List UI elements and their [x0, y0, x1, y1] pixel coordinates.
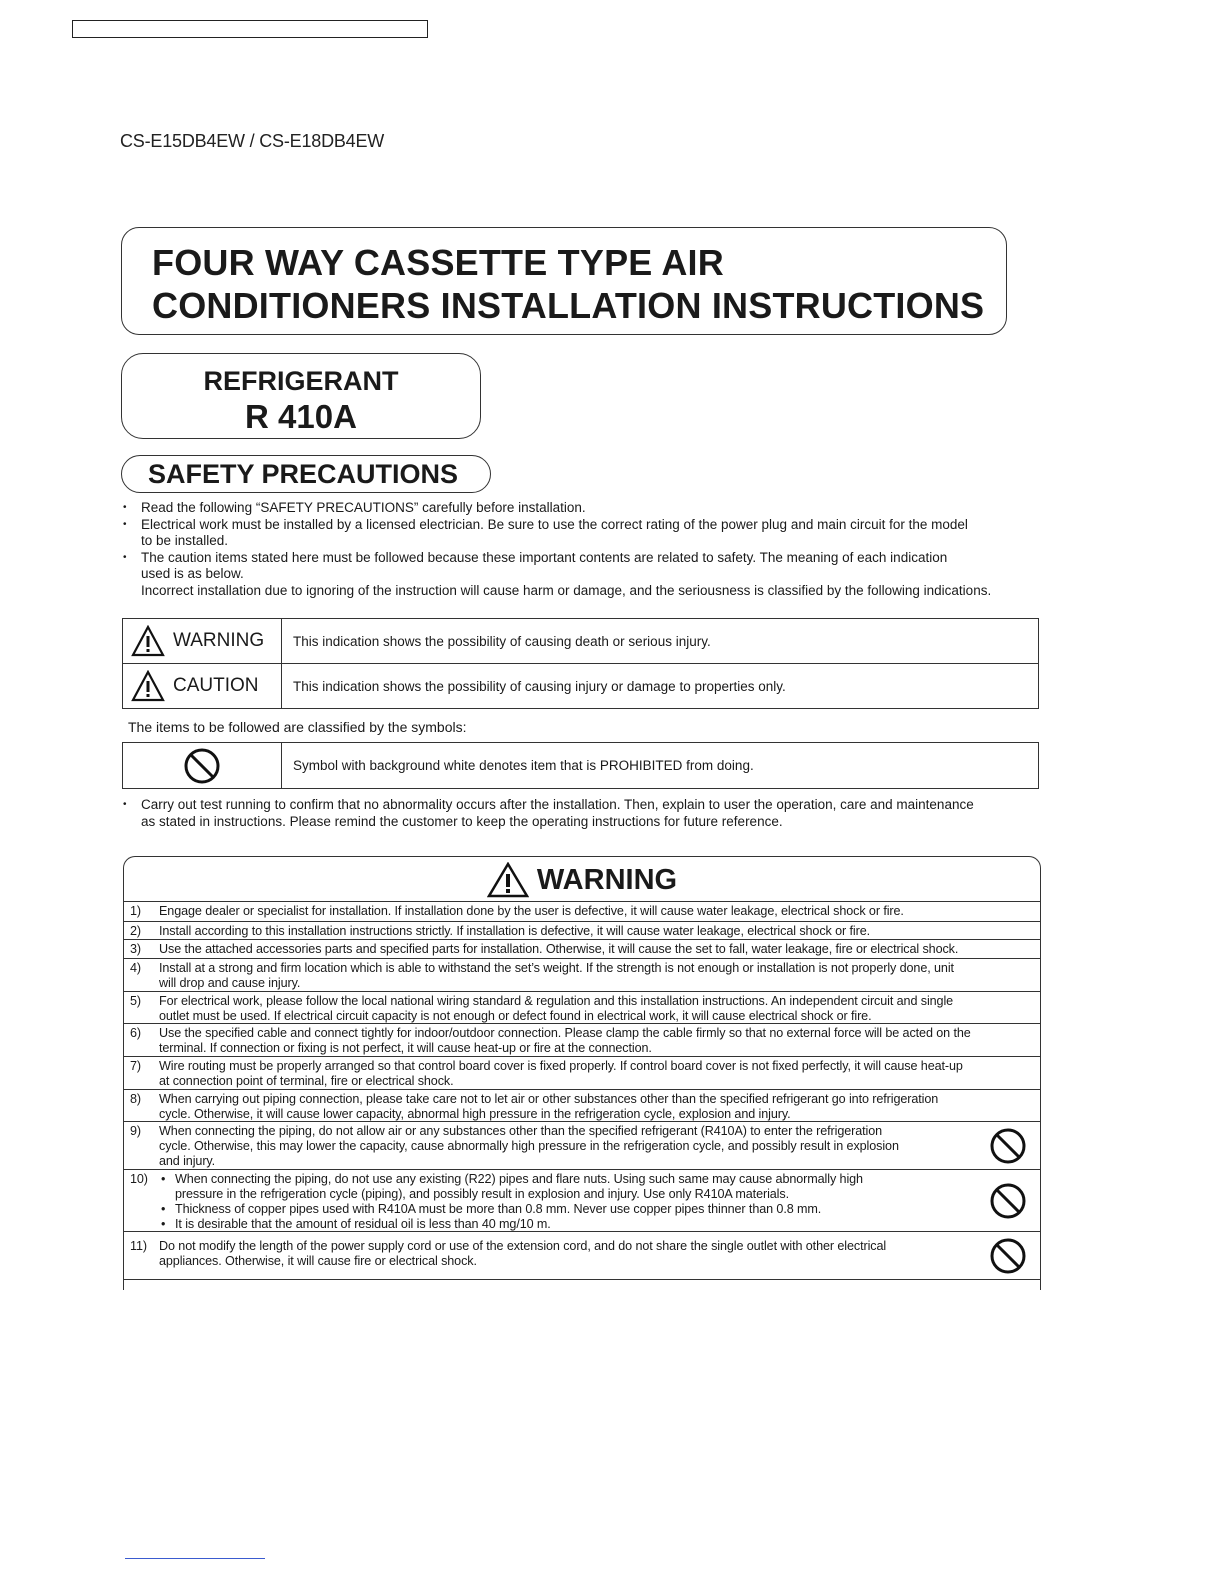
table-row: [123, 619, 1039, 664]
warning-heading-text: WARNING: [536, 863, 678, 896]
refrigerant-box: [121, 353, 481, 439]
indication-table: [122, 618, 1039, 709]
list-item: 11) Do not modify the length of the power supply cord or use of the extension cord, and do not share the single outlet with other electrical appliances. Otherwise, it will cause fire or electrical shock.: [123, 1231, 1041, 1279]
bullet-continuation: Incorrect installation due to ignoring of the instruction will cause harm or damage, and the seriousness is classified by the following indications.: [141, 582, 992, 598]
footer-rule: [125, 1558, 265, 1559]
refrigerant-label: REFRIGERANT: [203, 366, 399, 396]
prohibited-icon: [183, 747, 221, 785]
document-title-line1: FOUR WAY CASSETTE TYPE AIR: [152, 242, 724, 283]
warning-triangle-icon: [131, 625, 165, 657]
warning-list: [123, 901, 1041, 1280]
caution-label: CAUTION: [173, 675, 259, 696]
document-title-box: [121, 227, 1007, 335]
header-box: [72, 20, 428, 38]
warning-description: This indication shows the possibility of causing death or serious injury.: [282, 619, 1039, 664]
refrigerant-type: R 410A: [245, 398, 357, 435]
list-item: 1) Engage dealer or specialist for installation. If installation done by the user is defective, it will cause water leakage, electrical shock or fire.: [123, 901, 1041, 921]
warning-label: WARNING: [173, 630, 265, 651]
list-item: 7) Wire routing must be properly arranged so that control board cover is fixed properly. If control board cover is not fixed perfectly, it will cause heat-up at connection point of terminal, fire or electrical shock.: [123, 1056, 1041, 1089]
bullet-item: • Read the following “SAFETY PRECAUTIONS” carefully before installation.: [123, 500, 586, 515]
warning-triangle-icon: [487, 862, 529, 898]
list-item: 8) When carrying out piping connection, please take care not to let air or other substances other than the specified refrigerant go into refrigeration cycle. Otherwise, it will cause lower capacity, abnormal high pressure in the refrigeration cycle, explosion and injury.: [123, 1089, 1041, 1121]
prohibited-icon: [989, 1127, 1027, 1165]
symbols-intro: The items to be followed are classified by the symbols:: [128, 719, 467, 735]
safety-heading-text: SAFETY PRECAUTIONS: [148, 459, 459, 489]
caution-description: This indication shows the possibility of causing injury or damage to properties only.: [282, 664, 1039, 709]
list-bottom-rule: [123, 1279, 1041, 1280]
list-item: 5) For electrical work, please follow the local national wiring standard & regulation and this installation instructions. An independent circuit and single outlet must be used. If electrical circuit capacity is not enough or defect found in electrical work, it will cause electrical shock or fire.: [123, 991, 1041, 1023]
bullet-continuation: used is as below.: [141, 566, 244, 581]
safety-precautions-heading: [121, 455, 491, 493]
prohibited-icon: [989, 1182, 1027, 1220]
prohibited-icon: [989, 1237, 1027, 1275]
warning-section-heading: [123, 862, 1041, 898]
document-title-line2: CONDITIONERS INSTALLATION INSTRUCTIONS: [152, 285, 985, 326]
bullet-continuation: to be installed.: [141, 533, 229, 548]
symbol-table: [122, 742, 1039, 789]
table-row: [123, 743, 1039, 789]
list-item: 3) Use the attached accessories parts and specified parts for installation. Otherwise, it will cause the set to fall, water leakage, fire or electrical shock.: [123, 939, 1041, 958]
test-running-note: • Carry out test running to confirm that no abnormality occurs after the installation. Then, explain to user the operation, care and maintenance as stated in instructions. Please remind the customer to keep the operating instructions for future reference.: [123, 797, 974, 829]
model-number: CS-E15DB4EW / CS-E18DB4EW: [120, 131, 385, 151]
list-item: 6) Use the specified cable and connect tightly for indoor/outdoor connection. Please clamp the cable firmly so that no external force will be acted on the terminal. If connection or fixing is not perfect, it will cause heat-up or fire at the connection.: [123, 1023, 1041, 1056]
list-item: 2) Install according to this installation instructions strictly. If installation is defective, it will cause water leakage, electrical shock or fire.: [123, 921, 1041, 939]
bullet-item: • Electrical work must be installed by a licensed electrician. Be sure to use the correct rating of the power plug and main circuit for the model: [123, 516, 968, 532]
safety-bullets: [120, 500, 1050, 599]
bullet-item: • The caution items stated here must be followed because these important contents are related to safety. The meaning of each indication: [123, 549, 948, 565]
table-row: [123, 664, 1039, 709]
list-item: 4) Install at a strong and firm location which is able to withstand the set’s weight. If the strength is not enough or installation is not properly done, unit will drop and cause injury.: [123, 958, 1041, 991]
list-item: 9) When connecting the piping, do not allow air or any substances other than the specified refrigerant (R410A) to enter the refrigeration cycle. Otherwise, this may lower the capacity, cause abnormally high pressure in the refrigeration cycle, and possibly result in explosion and injury.: [123, 1121, 1041, 1169]
prohibited-description: Symbol with background white denotes item that is PROHIBITED from doing.: [282, 743, 1039, 789]
caution-triangle-icon: [131, 670, 165, 702]
list-item: 10) • When connecting the piping, do not use any existing (R22) pipes and flare nuts. Using such same may cause abnormally high pressure in the refrigeration cycle (piping), and possibly result in explosion and injury. Use only R410A materials. • Thickness of copper pipes used with R410A must be more than 0.8 mm. Never use copper pipes thinner than 0.8 mm. • It is desirable that the amount of residual oil is less than 40 mg/10 m.: [123, 1169, 1041, 1231]
